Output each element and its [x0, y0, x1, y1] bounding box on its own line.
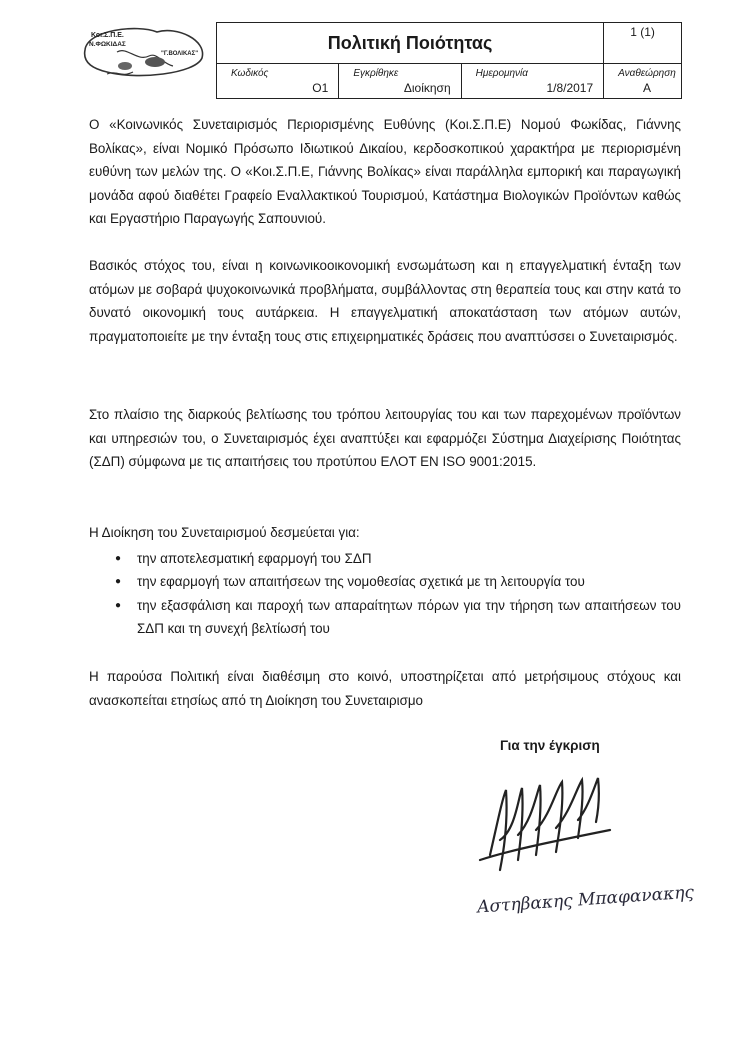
paragraph-availability: Η παρούσα Πολιτική είναι διαθέσιμη στο κοινό, υποστηρίζεται από μετρήσιμους στόχους και ανασκοπείται ετησίως από τη Διοίκηση του Συνεταιρισμο — [89, 669, 681, 708]
field-code — [217, 64, 339, 99]
paragraph-qms: Στο πλαίσιο της διαρκούς βελτίωσης του τρόπου λειτουργίας του και των παρεχομένων προϊόντων και υπηρεσιών του, ο Συνεταιρισμός έχει αναπτύξει και εφαρμόζει Σύστημα Διαχείρισης Ποιότητας (ΣΔΠ) σύμφωνα με τις απαιτήσεις του προτύπου ΕΛΟΤ ΕΝ ISO 9001:2015. — [89, 407, 681, 469]
commitments-list — [89, 547, 681, 641]
commitments-section — [89, 521, 681, 641]
field-revision-value: Α — [642, 81, 651, 95]
field-code-value: Ο1 — [312, 81, 329, 95]
field-code-label: Κωδικός — [231, 68, 269, 79]
field-revision-label: Αναθεώρηση — [618, 68, 676, 79]
logo-text-3: "Γ.ΒΟΛΙΚΑΣ" — [161, 51, 199, 57]
field-approved-value: Διοίκηση — [403, 81, 451, 95]
commitment-text: την αποτελεσματική εφαρμογή του ΣΔΠ — [137, 550, 372, 566]
field-date-label: Ημερομηνία — [475, 68, 528, 79]
field-approved-label: Εγκρίθηκε — [353, 68, 399, 79]
commitment-item — [89, 570, 681, 594]
signature-image — [470, 760, 630, 880]
signer-name: Αστηβακης Μπαφανακης — [476, 882, 695, 918]
field-approved — [339, 64, 461, 99]
organization-logo — [77, 22, 217, 84]
field-date-value: 1/8/2017 — [546, 81, 594, 95]
field-revision — [604, 64, 682, 99]
commitment-item — [89, 594, 681, 641]
logo-text-2: Ν.ΦΩΚΙΔΑΣ — [89, 41, 126, 48]
paragraph-goal: Βασικός στόχος του, είναι η κοινωνικοοικονομική ενσωμάτωση και η επαγγελματική ένταξη των ατόμων με σοβαρά ψυχοκοινωνικά προβλήματα, συμβάλλοντας στη θεραπεία τους και στην κατά το δυνατό οικονομική τους αυτάρκεια. Η επαγγελματική αποκατάσταση των ατόμων αυτών, πραγματοποιείτε με την ένταξη τους στις επιχειρηματικές δράσεις που αναπτύσσει ο Συνεταιρισμός. — [89, 258, 681, 344]
page-number: 1 (1) — [604, 23, 682, 64]
approval-label: Για την έγκριση — [500, 738, 600, 753]
field-date — [461, 64, 604, 99]
commitments-intro: Η Διοίκηση του Συνεταιρισμού δεσμεύεται για: — [89, 525, 360, 540]
commitment-text: την εφαρμογή των απαιτήσεων της νομοθεσίας σχετικά με τη λειτουργία του — [137, 574, 585, 589]
paragraph-intro: Ο «Κοινωνικός Συνεταιρισμός Περιορισμένης Ευθύνης (Κοι.Σ.Π.Ε) Νομού Φωκίδας, Γιάννης Βολίκας», είναι Νομικό Πρόσωπο Ιδιωτικού Δικαίου, κερδοσκοπικού χαρακτήρα με περιορισμένη ευθύνη των μελών της. Ο «Κοι.Σ.Π.Ε, Γιάννης Βολίκας» είναι παράλληλα εμπορική και παραγωγική μονάδα αφού διαθέτει Γραφείο Εναλλακτικού Τουρισμού, Κατάστημα Βιολογικών Προϊόντων καθώς και Εργαστήριο Παραγωγής Σαπουνιού. — [89, 117, 681, 226]
bullet-icon: ● — [115, 552, 122, 564]
commitment-item — [89, 547, 681, 571]
commitment-text: την εξασφάλιση και παροχή των απαραίτητων πόρων για την τήρηση των απαιτήσεων του ΣΔΠ και τη συνεχή βελτίωσή του — [137, 597, 681, 636]
document-header — [216, 22, 682, 99]
logo-text-1: Κοι.Σ.Π.Ε. — [91, 32, 124, 39]
bullet-icon: ● — [115, 599, 122, 611]
bullet-icon: ● — [115, 576, 122, 587]
document-title: Πολιτική Ποιότητας — [217, 23, 604, 64]
